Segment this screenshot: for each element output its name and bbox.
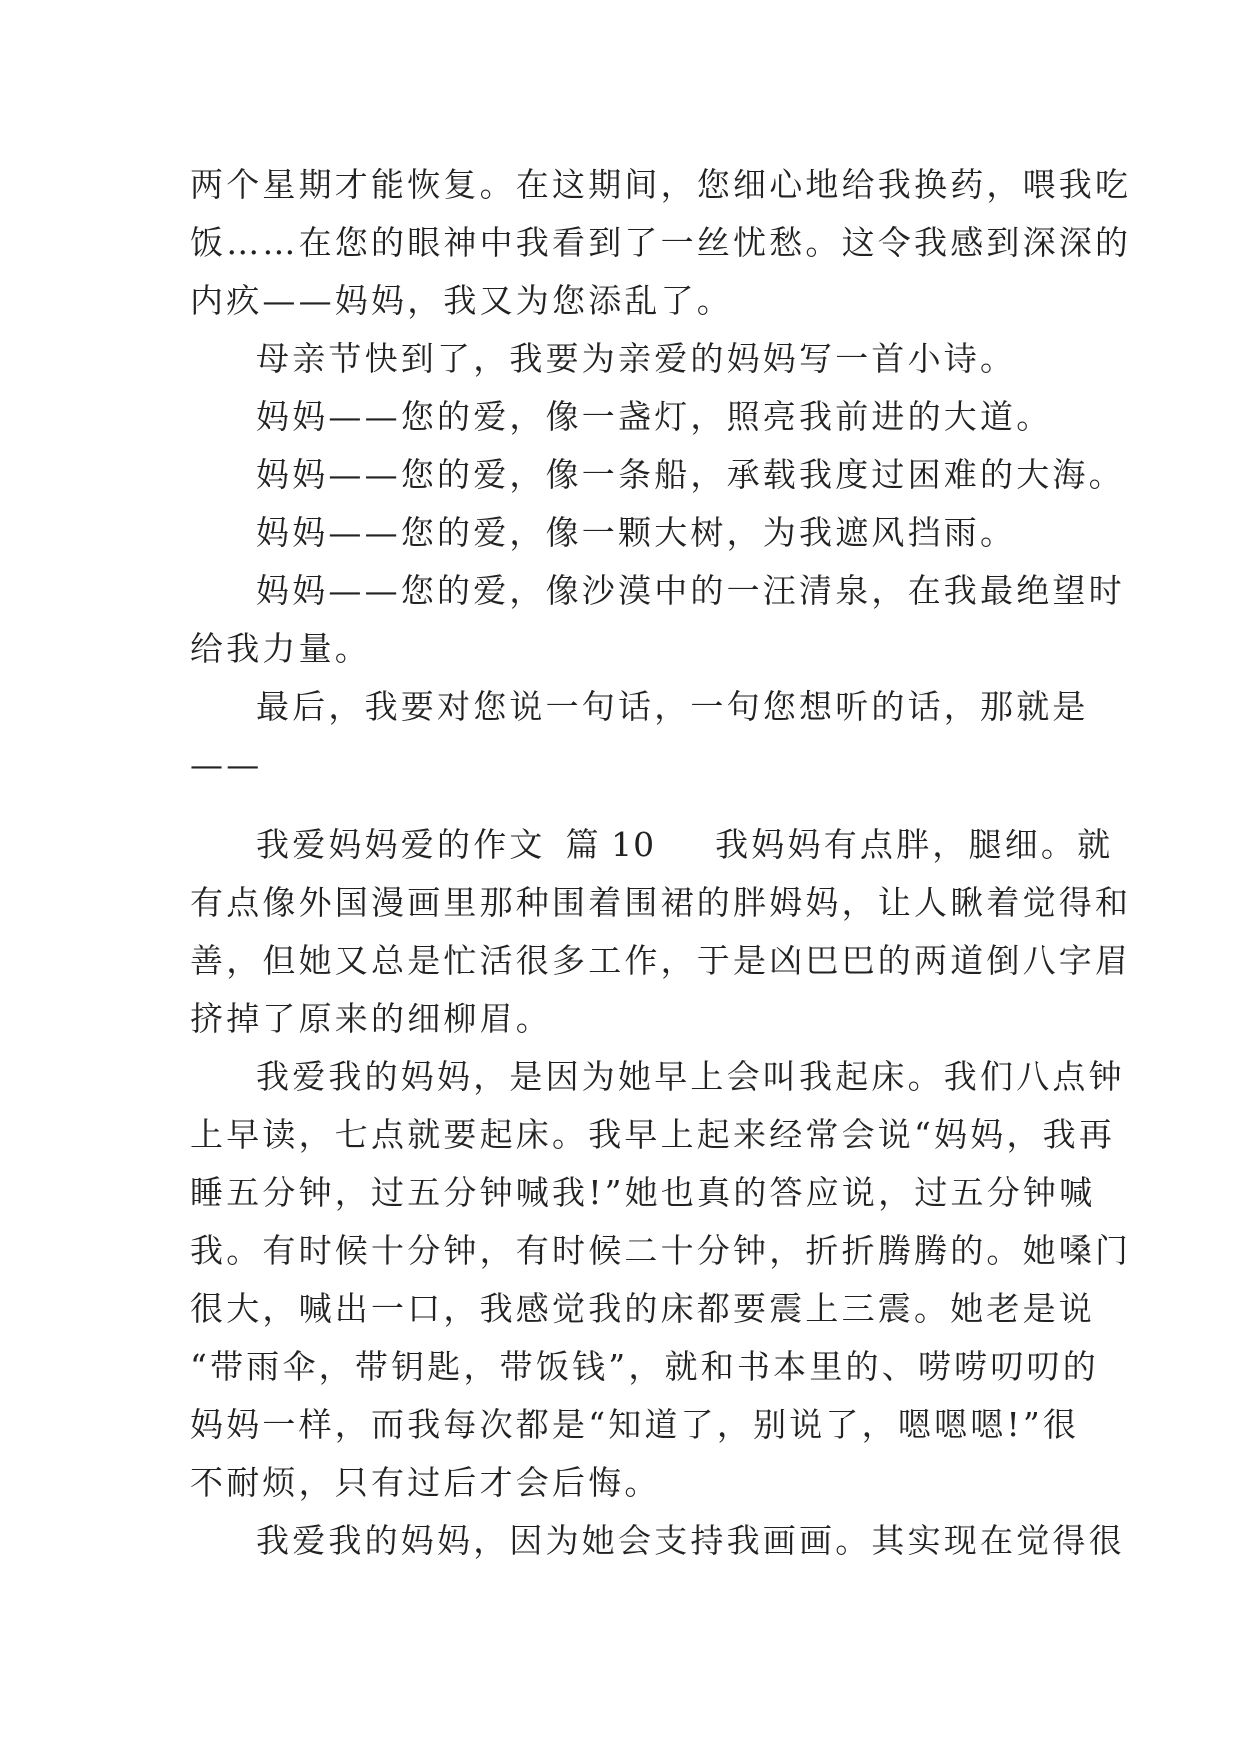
text-line: 妈妈——您的爱，像一盏灯，照亮我前进的大道。 bbox=[256, 397, 1053, 436]
paragraph-gap bbox=[190, 794, 1070, 816]
text-line: 有点像外国漫画里那种围着围裙的胖姆妈，让人瞅着觉得和 bbox=[190, 883, 1132, 922]
text-line: —— bbox=[190, 745, 263, 784]
text-line: 妈妈——您的爱，像一条船，承载我度过困难的大海。 bbox=[256, 455, 1125, 494]
text-line: “带雨伞，带钥匙，带饭钱”，就和书本里的、唠唠叨叨的 bbox=[190, 1347, 1099, 1386]
text-line: 最后，我要对您说一句话，一句您想听的话，那就是 bbox=[256, 687, 1089, 726]
text-line: 妈妈——您的爱，像沙漠中的一汪清泉，在我最绝望时 bbox=[256, 571, 1125, 610]
text-line: 内疚——妈妈，我又为您添乱了。 bbox=[190, 281, 733, 320]
text-line: 我爱我的妈妈，是因为她早上会叫我起床。我们八点钟 bbox=[256, 1057, 1125, 1096]
section-first-text: 我妈妈有点胖，腿细。就 bbox=[715, 825, 1114, 864]
text-line: 很大，喊出一口，我感觉我的床都要震上三震。她老是说 bbox=[190, 1289, 1095, 1328]
text-line: 母亲节快到了，我要为亲爱的妈妈写一首小诗。 bbox=[256, 339, 1017, 378]
text-line: 妈妈一样，而我每次都是“知道了，别说了，嗯嗯嗯!”很 bbox=[190, 1405, 1080, 1444]
section-number: 篇 10 bbox=[565, 825, 656, 864]
section-heading-line bbox=[190, 816, 1114, 874]
text-line: 饭……在您的眼神中我看到了一丝忧愁。这令我感到深深的 bbox=[190, 223, 1132, 262]
text-line: 善，但她又总是忙活很多工作，于是凶巴巴的两道倒八字眉 bbox=[190, 941, 1132, 980]
text-line: 不耐烦，只有过后才会后悔。 bbox=[190, 1463, 661, 1502]
text-line: 我爱我的妈妈，因为她会支持我画画。其实现在觉得很 bbox=[256, 1521, 1125, 1560]
document-body bbox=[190, 156, 1132, 1570]
section-title: 我爱妈妈爱的作文 bbox=[256, 825, 546, 864]
text-line: 妈妈——您的爱，像一颗大树，为我遮风挡雨。 bbox=[256, 513, 1017, 552]
text-line: 上早读，七点就要起床。我早上起来经常会说“妈妈，我再 bbox=[190, 1115, 1116, 1154]
text-line: 睡五分钟，过五分钟喊我!”她也真的答应说，过五分钟喊 bbox=[190, 1173, 1096, 1212]
text-line: 两个星期才能恢复。在这期间，您细心地给我换药，喂我吃 bbox=[190, 165, 1132, 204]
text-line: 挤掉了原来的细柳眉。 bbox=[190, 999, 552, 1038]
text-line: 给我力量。 bbox=[190, 629, 371, 668]
text-line: 我。有时候十分钟，有时候二十分钟，折折腾腾的。她嗓门 bbox=[190, 1231, 1132, 1270]
